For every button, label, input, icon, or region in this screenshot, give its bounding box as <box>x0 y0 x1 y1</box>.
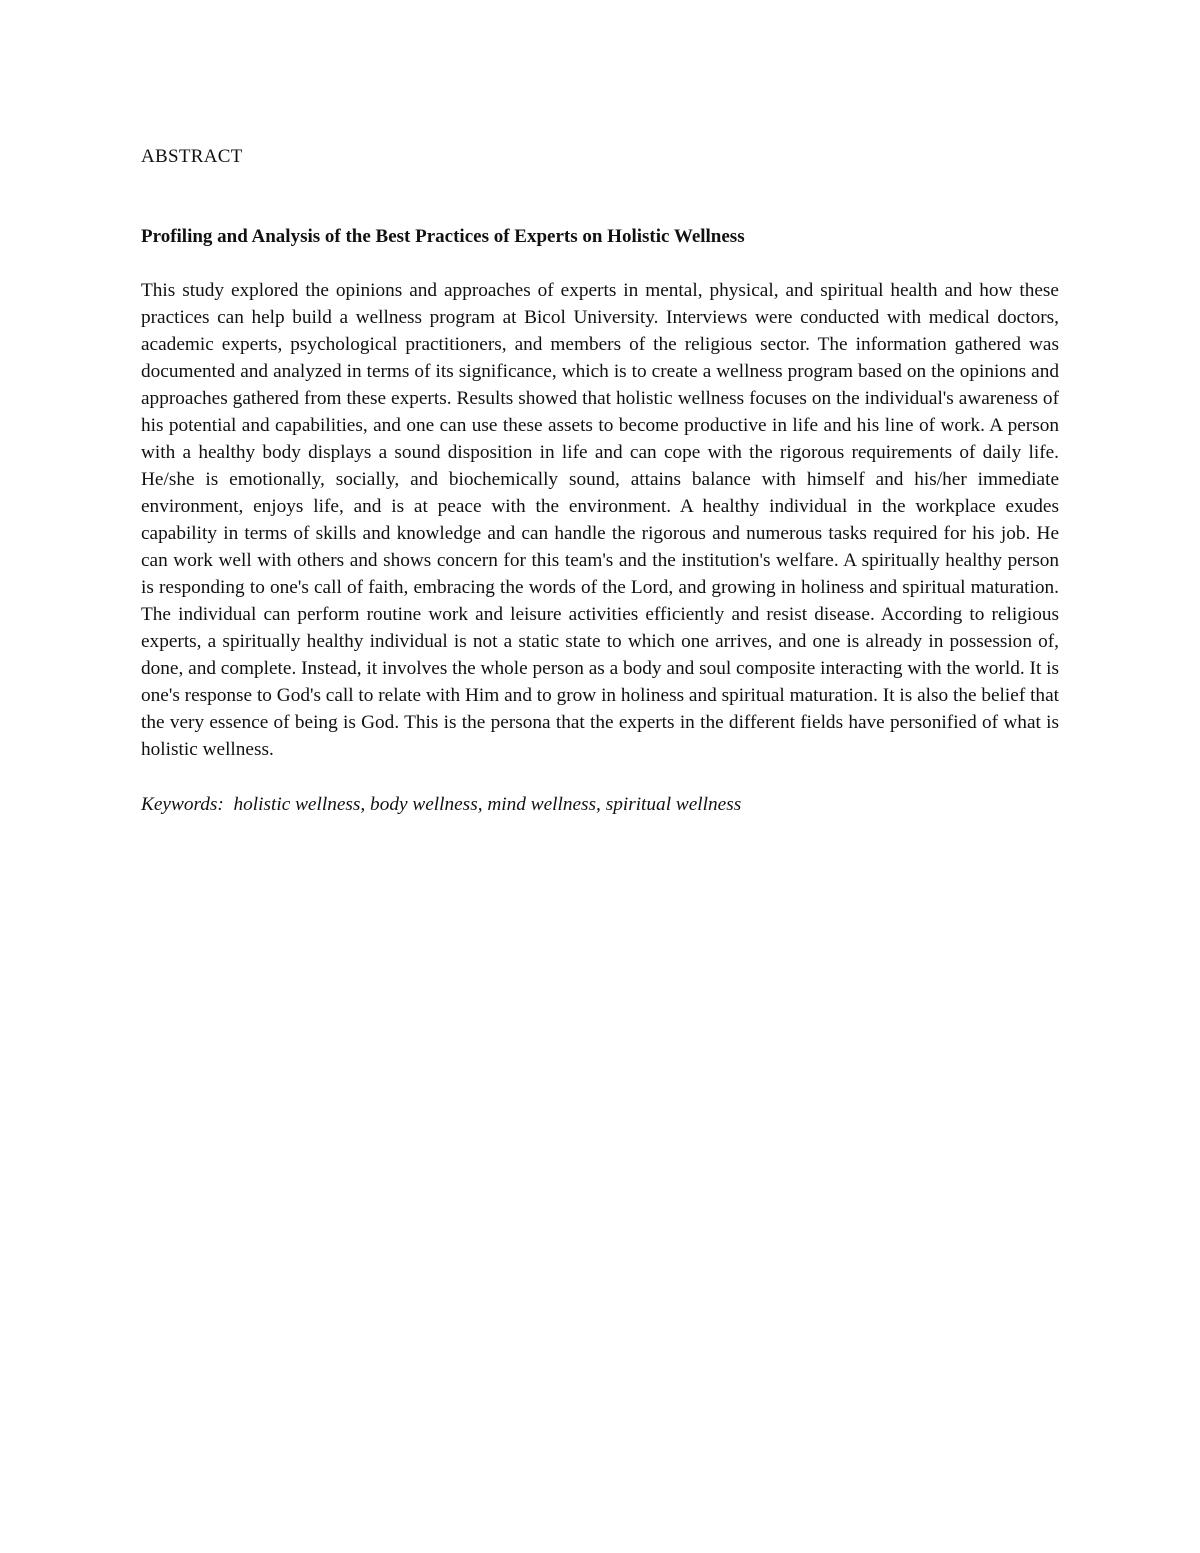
section-heading: ABSTRACT <box>141 146 243 167</box>
keywords-label: Keywords: <box>141 794 224 815</box>
keywords-line <box>141 791 1059 818</box>
paper-title: Profiling and Analysis of the Best Practices of Experts on Holistic Wellness <box>141 226 745 247</box>
keywords-list: holistic wellness, body wellness, mind wellness, spiritual wellness <box>233 794 742 815</box>
abstract-body: This study explored the opinions and approaches of experts in mental, physical, and spiritual health and how these practices can help build a wellness program at Bicol University. Interviews were conducted with medical doctors, academic experts, psychological practitioners, and members of the religious sector. The information gathered was documented and analyzed in terms of its significance, which is to create a wellness program based on the opinions and approaches gathered from these experts. Results showed that holistic wellness focuses on the individual's awareness of his potential and capabilities, and one can use these assets to become productive in life and his line of work. A person with a healthy body displays a sound disposition in life and can cope with the rigorous requirements of daily life. He/she is emotionally, socially, and biochemically sound, attains balance with himself and his/her immediate environment, enjoys life, and is at peace with the environment. A healthy individual in the workplace exudes capability in terms of skills and knowledge and can handle the rigorous and numerous tasks required for his job. He can work well with others and shows concern for this team's and the institution's welfare. A spiritually healthy person is responding to one's call of faith, embracing the words of the Lord, and growing in holiness and spiritual maturation. The individual can perform routine work and leisure activities efficiently and resist disease. According to religious experts, a spiritually healthy individual is not a static state to which one arrives, and one is already in possession of, done, and complete. Instead, it involves the whole person as a body and soul composite interacting with the world. It is one's response to God's call to relate with Him and to grow in holiness and spiritual maturation. It is also the belief that the very essence of being is God. This is the persona that the experts in the different fields have personified of what is holistic wellness. <box>141 280 1059 760</box>
abstract-section <box>141 143 1059 818</box>
